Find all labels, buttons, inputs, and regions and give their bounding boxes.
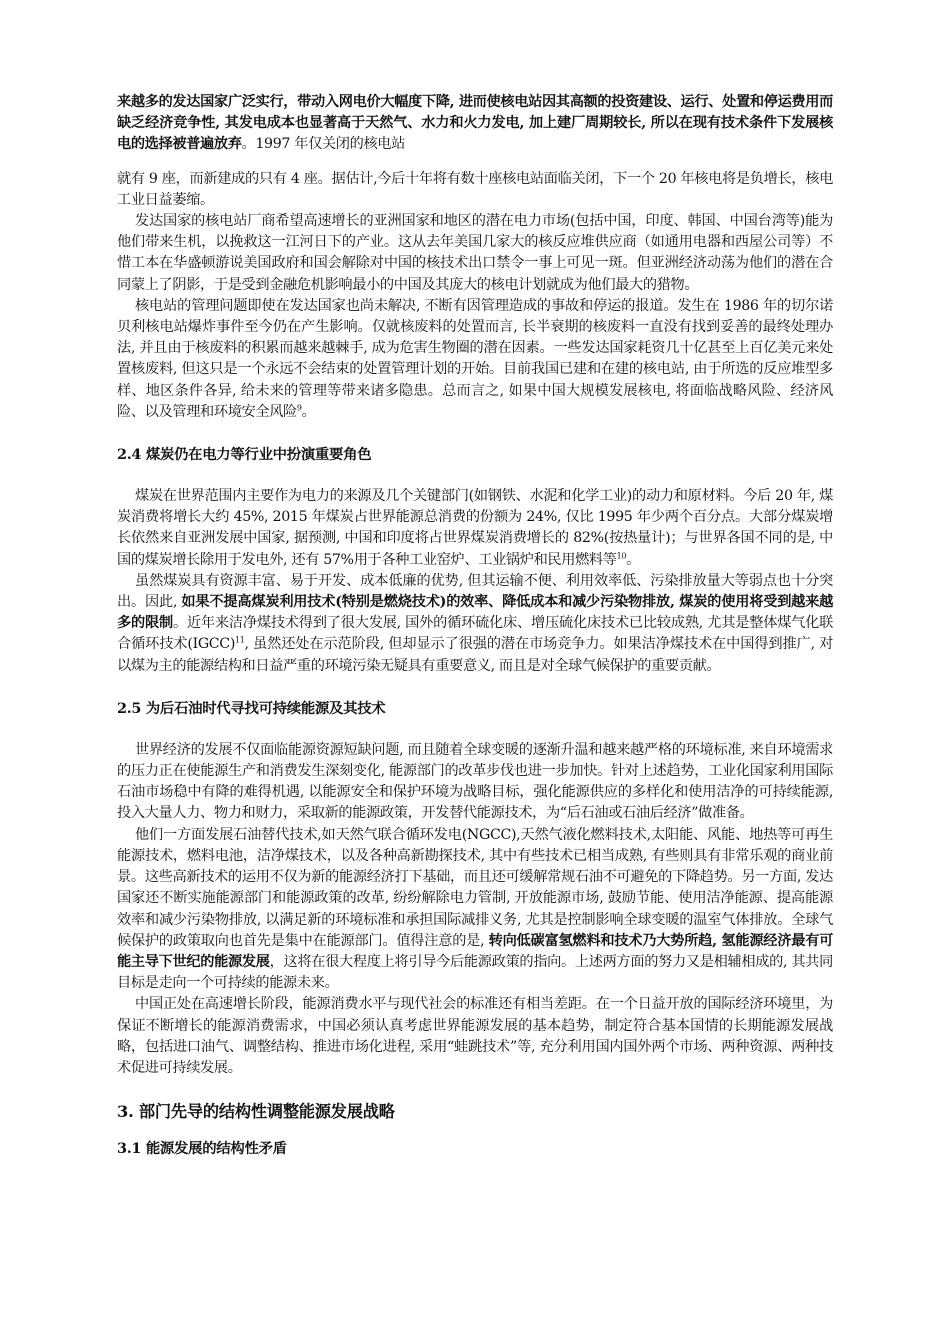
section-heading-3: 3. 部门先导的结构性调整能源发展战略 [117, 1102, 395, 1122]
coal-1-text: 煤炭在世界范围内主要作为电力的来源及几个关键部门(如钢铁、水泥和化学工业)的动力和原材料。今后 20 年, 煤炭消费将增长大约 45%, 2015 年煤炭占世界能源总消费的份额为 24%, 仅比 1995 年少两个百分点。大部分煤炭增长依然来自亚洲发展中国家, 据预测, 中国和印度将占世界煤炭消费增长的 82%(按热量计)；与世界各国不同的是, 中国的煤炭增长除用于发电外, 还有 57%用于各种工业窑炉、工业锅炉和民用燃料等 [117, 488, 833, 568]
paragraph-coal-2 [117, 571, 833, 677]
document-page [117, 92, 833, 1159]
section-heading-2-4: 2.4 煤炭仍在电力等行业中扮演重要角色 [117, 446, 372, 464]
coal-1-end: 。 [626, 551, 640, 568]
paragraph-coal-1 [117, 486, 833, 571]
coal-2-mid: 。近年来洁净煤技术得到了很大发展, 国外的循环硫化床、增压硫化床技术已比较成熟, 尤其是整体煤气化联合循环技术(IGCC) [117, 615, 833, 653]
paragraph-intro [117, 92, 833, 156]
paragraph-nuclear-count: 就有 9 座，而新建成的只有 4 座。据估计,今后十年将有数十座核电站面临关闭，下一个 20 年核电将是负增长，核电工业日益萎缩。 [117, 170, 833, 208]
footnote-ref-10: 10 [616, 550, 627, 560]
oil-2-pre: 他们一方面发展石油替代技术,如天然气联合循环发电(NGCC),天然气液化燃料技术,太阳能、风能、地热等可再生能源技术，燃料电池，洁净煤技术，以及各种高新勘探技术, 其中有些技术已相当成熟, 有些则具有非常乐观的商业前景。这些高新技术的运用不仅为新的能源经济打下基础，而且还可缓解常规石油不可避免的下降趋势。另一方面, 发达国家还不断实施能源部门和能源政策的改革, 纷纷解除电力管制, 开放能源市场, 鼓励节能、使用洁净能源、提高能源效率和减少污染物排放, 以满足新的环境标准和承担国际减排义务, 尤其是控制影响全球变暖的温室气体排放。全球气候保护的政策取向也首先是集中在能源部门。值得注意的是, [117, 826, 833, 949]
footnote-ref-9: 9 [296, 403, 302, 413]
paragraph-nuclear-asia: 发达国家的核电站厂商希望高速增长的亚洲国家和地区的潜在电力市场(包括中国，印度、韩国、中国台湾等)能为他们带来生机，以挽救这一江河日下的产业。这从去年美国几家大的核反应堆供应商（如通用电器和西屋公司等）不惜工本在华盛顿游说美国政府和国会解除对中国的核技术出口禁令一事上可见一斑。但亚洲经济动荡为他们的潜在合同蒙上了阴影，于是受到金融危机影响最小的中国及其庞大的核电计划就成为他们最大的猎物。 [117, 213, 833, 293]
paragraph-oil-2 [117, 825, 833, 995]
coal-2-bold: 如果不提高煤炭利用技术(特别是燃烧技术)的效率、降低成本和减少污染物排放, 煤炭的使用将受到越来越多的限制 [117, 594, 833, 632]
intro-rest-text: 。1997 年仅关闭的核电站 [241, 136, 405, 153]
nuclear-mgmt-end: 。 [301, 403, 316, 420]
section-heading-2-5: 2.5 为后石油时代寻找可持续能源及其技术 [117, 699, 386, 717]
footnote-ref-11: 11 [235, 635, 245, 645]
oil-2-post: ，这将在很大程度上将引导今后能源政策的指向。上述两方面的努力又是相辅相成的, 其共同目标是走向一个可持续的能源未来。 [117, 953, 833, 992]
paragraph-nuclear-management [117, 296, 833, 423]
section-heading-3-1: 3.1 能源发展的结构性矛盾 [117, 1140, 287, 1158]
paragraph-oil-1: 世界经济的发展不仅面临能源资源短缺问题, 而且随着全球变暖的逐渐升温和越来越严格的环境标准, 来自环境需求的压力正在使能源生产和消费发生深刻变化, 能源部门的改革步伐也进一步加快。针对上述趋势，工业化国家利用国际石油市场稳中有降的难得机遇, 以能源安全和保护环境为战略目标，强化能源供应的多样化和使用洁净的可持续能源, 投入大量人力、物力和财力，采取新的能源政策，开发替代能源技术，为“后石油或石油后经济”做准备。 [117, 741, 833, 822]
paragraph-china: 中国正处在高速增长阶段，能源消费水平与现代社会的标准还有相当差距。在一个日益开放的国际经济环境里，为保证不断增长的能源消费需求，中国必须认真考虑世界能源发展的基本趋势，制定符合基本国情的长期能源发展战略，包括进口油气、调整结构、推进市场化进程, 采用“蛙跳技术”等, 充分利用国内国外两个市场、两种资源、两种技术促进可持续发展。 [117, 996, 833, 1076]
coal-2-pre: 虽然煤炭具有资源丰富、易于开发、成本低廉的优势, 但其运输不便、利用效率低、污染排放量大等弱点也十分突出。因此, [117, 572, 833, 611]
intro-bold-text: 来越多的发达国家广泛实行，带动入网电价大幅度下降, 进而使核电站因其高额的投资建设、运行、处置和停运费用而缺乏经济竞争性, 其发电成本也显著高于天然气、水力和火力发电, 加上建厂周期较长, 所以在现有技术条件下发展核电的选择被普遍放弃 [117, 94, 833, 153]
nuclear-mgmt-text: 核电站的管理问题即使在发达国家也尚未解决, 不断有因管理造成的事故和停运的报道。发生在 1986 年的切尔诺贝利核电站爆炸事件至今仍在产生影响。仅就核废料的处置而言, 长半衰期的核废料一直没有找到妥善的最终处理办法, 并且由于核废料的积累而越来越棘手, 成为危害生物圈的潜在因素。一些发达国家耗资几十亿甚至上百亿美元来处置核废料, 但这只是一个永远不会结束的处置管理计划的开始。目前我国已建和在建的核电站, 由于所选的反应堆型多样、地区条件各异, 给未来的管理等带来诸多隐患。总而言之, 如果中国大规模发展核电, 将面临战略风险、经济风险、以及管理和环境安全风险 [117, 297, 833, 420]
coal-2-post: , 虽然还处在示范阶段, 但却显示了很强的潜在市场竞争力。如果洁净煤技术在中国得到推广, 对以煤为主的能源结构和日益严重的环境污染无疑具有重要意义, 而且是对全球气候保护的重要贡献。 [117, 636, 834, 674]
oil-2-bold: 转向低碳富氢燃料和技术乃大势所趋, 氢能源经济最有可能主导下世纪的能源发展 [117, 932, 834, 970]
